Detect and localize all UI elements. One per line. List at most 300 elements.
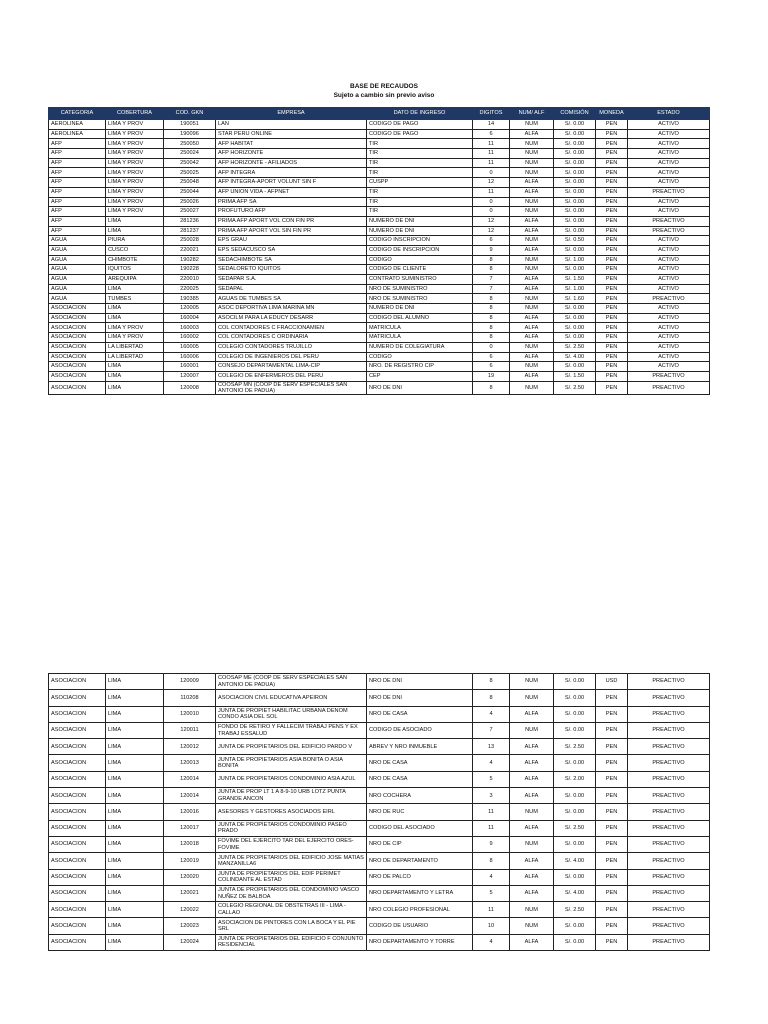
- comision-cell: S/. 0.00: [554, 333, 596, 343]
- cobertura-cell: LIMA: [106, 362, 164, 372]
- num-alf-cell: NUM: [510, 197, 554, 207]
- cod-gkn-cell: 281236: [164, 216, 216, 226]
- cobertura-cell: LIMA Y PROV: [106, 323, 164, 333]
- column-header: EMPRESA: [216, 108, 367, 120]
- cobertura-cell: LIMA: [106, 918, 164, 934]
- dato-ingreso-cell: CEP: [367, 371, 473, 381]
- categoria-cell: ASOCIACION: [49, 820, 106, 836]
- empresa-cell: JUNTA DE PROPIETARIOS CONDOMINIO PASEO PRADO: [216, 820, 367, 836]
- comision-cell: S/. 2.50: [554, 342, 596, 352]
- empresa-cell: EPS GRAU: [216, 236, 367, 246]
- digitos-cell: 9: [473, 245, 510, 255]
- column-header: ESTADO: [628, 108, 710, 120]
- empresa-cell: AFP INTEGRA: [216, 168, 367, 178]
- digitos-cell: 6: [473, 236, 510, 246]
- num-alf-cell: NUM: [510, 690, 554, 706]
- dato-ingreso-cell: NRO DE SUMINISTRO: [367, 294, 473, 304]
- comision-cell: S/. 0.00: [554, 245, 596, 255]
- cobertura-cell: PIURA: [106, 236, 164, 246]
- cobertura-cell: LIMA: [106, 788, 164, 804]
- comision-cell: S/. 0.00: [554, 934, 596, 950]
- comision-cell: S/. 0.00: [554, 216, 596, 226]
- column-header: COMISIÓN: [554, 108, 596, 120]
- column-header: DATO DE INGRESO: [367, 108, 473, 120]
- estado-cell: ACTIVO: [628, 178, 710, 188]
- comision-cell: S/. 1.60: [554, 294, 596, 304]
- categoria-cell: AFP: [49, 149, 106, 159]
- comision-cell: S/. 4.00: [554, 853, 596, 869]
- dato-ingreso-cell: CODIGO DE PAGO: [367, 120, 473, 130]
- dato-ingreso-cell: NRO DEPARTAMENTO Y TORRE: [367, 934, 473, 950]
- categoria-cell: ASOCIACION: [49, 706, 106, 722]
- num-alf-cell: NUM: [510, 902, 554, 918]
- estado-cell: ACTIVO: [628, 139, 710, 149]
- empresa-cell: AFP UNION VIDA - AFPNET: [216, 187, 367, 197]
- table-row: [49, 120, 710, 130]
- digitos-cell: 19: [473, 371, 510, 381]
- moneda-cell: PEN: [596, 216, 628, 226]
- moneda-cell: PEN: [596, 934, 628, 950]
- num-alf-cell: ALFA: [510, 371, 554, 381]
- estado-cell: PREACTIVO: [628, 371, 710, 381]
- num-alf-cell: NUM: [510, 120, 554, 130]
- estado-cell: ACTIVO: [628, 352, 710, 362]
- num-alf-cell: ALFA: [510, 820, 554, 836]
- cod-gkn-cell: 190228: [164, 265, 216, 275]
- dato-ingreso-cell: CODIGO DE PAGO: [367, 129, 473, 139]
- digitos-cell: 6: [473, 129, 510, 139]
- cod-gkn-cell: 120012: [164, 739, 216, 755]
- table-row: [49, 139, 710, 149]
- moneda-cell: PEN: [596, 158, 628, 168]
- empresa-cell: AFP HABITAT: [216, 139, 367, 149]
- cobertura-cell: TUMBES: [106, 294, 164, 304]
- cobertura-cell: LIMA: [106, 706, 164, 722]
- estado-cell: PREACTIVO: [628, 690, 710, 706]
- dato-ingreso-cell: CODIGO DE INSCRIPCION: [367, 245, 473, 255]
- comision-cell: S/. 2.50: [554, 902, 596, 918]
- dato-ingreso-cell: NUMERO DE DNI: [367, 216, 473, 226]
- dato-ingreso-cell: NUMERO DE DNI: [367, 304, 473, 314]
- empresa-cell: FONDO DE RETIRO Y FALLECIM TRABAJ PENS Y EX TRABAJ ESSALUD: [216, 722, 367, 738]
- empresa-cell: STAR PERU ONLINE: [216, 129, 367, 139]
- empresa-cell: CONSEJO DEPARTAMENTAL LIMA-CIP: [216, 362, 367, 372]
- table-row: [49, 275, 710, 285]
- cod-gkn-cell: 120021: [164, 885, 216, 901]
- digitos-cell: 4: [473, 869, 510, 885]
- digitos-cell: 4: [473, 755, 510, 771]
- cobertura-cell: LIMA Y PROV: [106, 187, 164, 197]
- dato-ingreso-cell: CUSPP: [367, 178, 473, 188]
- table-row: [49, 755, 710, 771]
- table-row: [49, 362, 710, 372]
- dato-ingreso-cell: NRO. DE REGISTRO CIP: [367, 362, 473, 372]
- cod-gkn-cell: 120019: [164, 853, 216, 869]
- moneda-cell: PEN: [596, 836, 628, 852]
- moneda-cell: PEN: [596, 690, 628, 706]
- empresa-cell: SEDALORETO IQUITOS: [216, 265, 367, 275]
- digitos-cell: 11: [473, 820, 510, 836]
- estado-cell: PREACTIVO: [628, 918, 710, 934]
- table-row: [49, 333, 710, 343]
- digitos-cell: 12: [473, 178, 510, 188]
- comision-cell: S/. 1.00: [554, 255, 596, 265]
- table-row: [49, 706, 710, 722]
- categoria-cell: ASOCIACION: [49, 869, 106, 885]
- moneda-cell: PEN: [596, 362, 628, 372]
- categoria-cell: AGUA: [49, 284, 106, 294]
- cobertura-cell: LIMA: [106, 771, 164, 787]
- cobertura-cell: LIMA: [106, 371, 164, 381]
- cod-gkn-cell: 110208: [164, 690, 216, 706]
- digitos-cell: 8: [473, 265, 510, 275]
- empresa-cell: COL CONTADORES C ORDINARIA: [216, 333, 367, 343]
- empresa-cell: AFP INTEGRA-APORT VOLUNT SIN F: [216, 178, 367, 188]
- table-row: [49, 216, 710, 226]
- categoria-cell: ASOCIACION: [49, 885, 106, 901]
- cod-gkn-cell: 190096: [164, 129, 216, 139]
- cobertura-cell: LIMA Y PROV: [106, 197, 164, 207]
- estado-cell: ACTIVO: [628, 304, 710, 314]
- dato-ingreso-cell: NRO DE CIP: [367, 836, 473, 852]
- num-alf-cell: ALFA: [510, 885, 554, 901]
- moneda-cell: PEN: [596, 129, 628, 139]
- cobertura-cell: LIMA Y PROV: [106, 178, 164, 188]
- digitos-cell: 11: [473, 902, 510, 918]
- num-alf-cell: NUM: [510, 304, 554, 314]
- num-alf-cell: ALFA: [510, 771, 554, 787]
- table-row: [49, 197, 710, 207]
- empresa-cell: COLEGIO CONTADORES TRUJILLO: [216, 342, 367, 352]
- cod-gkn-cell: 160004: [164, 313, 216, 323]
- digitos-cell: 8: [473, 313, 510, 323]
- dato-ingreso-cell: NRO DE DEPARTAMENTO: [367, 853, 473, 869]
- cobertura-cell: LIMA: [106, 304, 164, 314]
- table-row: [49, 788, 710, 804]
- moneda-cell: PEN: [596, 304, 628, 314]
- digitos-cell: 13: [473, 739, 510, 755]
- digitos-cell: 11: [473, 158, 510, 168]
- num-alf-cell: NUM: [510, 674, 554, 690]
- estado-cell: PREACTIVO: [628, 226, 710, 236]
- table-row: [49, 722, 710, 738]
- cobertura-cell: LIMA: [106, 820, 164, 836]
- estado-cell: ACTIVO: [628, 255, 710, 265]
- dato-ingreso-cell: ABREV Y NRO INMUEBLE: [367, 739, 473, 755]
- dato-ingreso-cell: NRO DE DNI: [367, 690, 473, 706]
- dato-ingreso-cell: CONTRATO SUMINISTRO: [367, 275, 473, 285]
- comision-cell: S/. 0.00: [554, 304, 596, 314]
- cobertura-cell: LIMA: [106, 690, 164, 706]
- num-alf-cell: ALFA: [510, 333, 554, 343]
- moneda-cell: PEN: [596, 788, 628, 804]
- cobertura-cell: LIMA Y PROV: [106, 120, 164, 130]
- moneda-cell: PEN: [596, 804, 628, 820]
- digitos-cell: 0: [473, 197, 510, 207]
- num-alf-cell: NUM: [510, 836, 554, 852]
- cobertura-cell: LIMA: [106, 381, 164, 395]
- comision-cell: S/. 0.00: [554, 197, 596, 207]
- cod-gkn-cell: 250026: [164, 197, 216, 207]
- moneda-cell: PEN: [596, 236, 628, 246]
- digitos-cell: 11: [473, 187, 510, 197]
- cod-gkn-cell: 160001: [164, 362, 216, 372]
- table-row: [49, 158, 710, 168]
- categoria-cell: AEROLINEA: [49, 129, 106, 139]
- digitos-cell: 14: [473, 120, 510, 130]
- estado-cell: PREACTIVO: [628, 381, 710, 395]
- num-alf-cell: ALFA: [510, 187, 554, 197]
- estado-cell: ACTIVO: [628, 207, 710, 217]
- cod-gkn-cell: 250025: [164, 168, 216, 178]
- num-alf-cell: ALFA: [510, 323, 554, 333]
- cod-gkn-cell: 120014: [164, 788, 216, 804]
- estado-cell: PREACTIVO: [628, 294, 710, 304]
- num-alf-cell: ALFA: [510, 178, 554, 188]
- empresa-cell: COLEGIO REGIONAL DE OBSTETRAS III - LIMA - CALLAO: [216, 902, 367, 918]
- dato-ingreso-cell: TIR: [367, 158, 473, 168]
- table-row: [49, 255, 710, 265]
- document-subtitle: Sujeto a cambio sin previo aviso: [333, 92, 435, 99]
- comision-cell: S/. 4.00: [554, 885, 596, 901]
- comision-cell: S/. 0.00: [554, 207, 596, 217]
- categoria-cell: AEROLINEA: [49, 120, 106, 130]
- digitos-cell: 0: [473, 168, 510, 178]
- digitos-cell: 12: [473, 216, 510, 226]
- moneda-cell: PEN: [596, 265, 628, 275]
- dato-ingreso-cell: NUMERO DE COLEGIATURA: [367, 342, 473, 352]
- cobertura-cell: LA LIBERTAD: [106, 352, 164, 362]
- column-header: MONEDA: [596, 108, 628, 120]
- estado-cell: ACTIVO: [628, 129, 710, 139]
- estado-cell: PREACTIVO: [628, 934, 710, 950]
- num-alf-cell: NUM: [510, 265, 554, 275]
- dato-ingreso-cell: CODIGO: [367, 352, 473, 362]
- recaudos-table-2: [48, 673, 710, 951]
- table-row: [49, 836, 710, 852]
- estado-cell: PREACTIVO: [628, 187, 710, 197]
- empresa-cell: PRIMA AFP APORT VOL SIN FIN PR: [216, 226, 367, 236]
- table-row: [49, 804, 710, 820]
- moneda-cell: PEN: [596, 820, 628, 836]
- moneda-cell: PEN: [596, 706, 628, 722]
- moneda-cell: PEN: [596, 885, 628, 901]
- empresa-cell: AFP HORIZONTE - AFILIADOS: [216, 158, 367, 168]
- table-row: [49, 690, 710, 706]
- estado-cell: PREACTIVO: [628, 722, 710, 738]
- estado-cell: PREACTIVO: [628, 902, 710, 918]
- table-row: [49, 187, 710, 197]
- column-header: COD. GKN: [164, 108, 216, 120]
- table-row: [49, 352, 710, 362]
- moneda-cell: PEN: [596, 139, 628, 149]
- cod-gkn-cell: 120005: [164, 304, 216, 314]
- cod-gkn-cell: 160006: [164, 352, 216, 362]
- empresa-cell: LAN: [216, 120, 367, 130]
- cod-gkn-cell: 220025: [164, 284, 216, 294]
- cobertura-cell: LIMA: [106, 755, 164, 771]
- table-row: [49, 674, 710, 690]
- table-row: [49, 178, 710, 188]
- estado-cell: ACTIVO: [628, 362, 710, 372]
- dato-ingreso-cell: TIR: [367, 139, 473, 149]
- table-row: [49, 226, 710, 236]
- dato-ingreso-cell: NRO DE PALCO: [367, 869, 473, 885]
- num-alf-cell: NUM: [510, 139, 554, 149]
- estado-cell: ACTIVO: [628, 120, 710, 130]
- estado-cell: ACTIVO: [628, 149, 710, 159]
- estado-cell: ACTIVO: [628, 342, 710, 352]
- empresa-cell: ASOC DEPORTIVA LIMA MARINA MN: [216, 304, 367, 314]
- cod-gkn-cell: 120017: [164, 820, 216, 836]
- comision-cell: S/. 1.50: [554, 371, 596, 381]
- num-alf-cell: NUM: [510, 381, 554, 395]
- moneda-cell: PEN: [596, 371, 628, 381]
- dato-ingreso-cell: NRO DE DNI: [367, 674, 473, 690]
- table-row: [49, 207, 710, 217]
- comision-cell: S/. 2.50: [554, 820, 596, 836]
- cobertura-cell: LIMA: [106, 853, 164, 869]
- cod-gkn-cell: 120024: [164, 934, 216, 950]
- dato-ingreso-cell: MATRICULA: [367, 323, 473, 333]
- cod-gkn-cell: 160003: [164, 323, 216, 333]
- comision-cell: S/. 1.50: [554, 275, 596, 285]
- column-header: NUM/ ALF: [510, 108, 554, 120]
- categoria-cell: AGUA: [49, 236, 106, 246]
- estado-cell: PREACTIVO: [628, 739, 710, 755]
- categoria-cell: ASOCIACION: [49, 804, 106, 820]
- comision-cell: S/. 0.00: [554, 129, 596, 139]
- categoria-cell: ASOCIACION: [49, 323, 106, 333]
- comision-cell: S/. 0.00: [554, 187, 596, 197]
- table-row: [49, 885, 710, 901]
- cobertura-cell: LIMA Y PROV: [106, 149, 164, 159]
- table-row: [49, 820, 710, 836]
- dato-ingreso-cell: NRO DE SUMINISTRO: [367, 284, 473, 294]
- comision-cell: S/. 0.00: [554, 706, 596, 722]
- categoria-cell: AGUA: [49, 275, 106, 285]
- cod-gkn-cell: 120010: [164, 706, 216, 722]
- estado-cell: PREACTIVO: [628, 706, 710, 722]
- categoria-cell: ASOCIACION: [49, 853, 106, 869]
- comision-cell: S/. 0.00: [554, 178, 596, 188]
- dato-ingreso-cell: MATRICULA: [367, 333, 473, 343]
- comision-cell: S/. 0.00: [554, 139, 596, 149]
- moneda-cell: PEN: [596, 722, 628, 738]
- cod-gkn-cell: 120023: [164, 918, 216, 934]
- comision-cell: S/. 0.00: [554, 323, 596, 333]
- table-body: [49, 120, 710, 395]
- num-alf-cell: NUM: [510, 168, 554, 178]
- cobertura-cell: LIMA: [106, 885, 164, 901]
- comision-cell: S/. 0.00: [554, 158, 596, 168]
- num-alf-cell: ALFA: [510, 755, 554, 771]
- moneda-cell: PEN: [596, 333, 628, 343]
- table-row: [49, 771, 710, 787]
- estado-cell: PREACTIVO: [628, 804, 710, 820]
- dato-ingreso-cell: CODIGO DEL ASOCIADO: [367, 820, 473, 836]
- digitos-cell: 11: [473, 139, 510, 149]
- cobertura-cell: LIMA Y PROV: [106, 207, 164, 217]
- cod-gkn-cell: 250024: [164, 149, 216, 159]
- num-alf-cell: NUM: [510, 207, 554, 217]
- cod-gkn-cell: 120008: [164, 381, 216, 395]
- dato-ingreso-cell: TIR: [367, 207, 473, 217]
- table-row: [49, 236, 710, 246]
- table-row: [49, 313, 710, 323]
- empresa-cell: COLEGIO DE ENFERMEROS DEL PERU: [216, 371, 367, 381]
- categoria-cell: ASOCIACION: [49, 934, 106, 950]
- categoria-cell: ASOCIACION: [49, 342, 106, 352]
- cobertura-cell: LIMA: [106, 836, 164, 852]
- cobertura-cell: AREQUIPA: [106, 275, 164, 285]
- digitos-cell: 0: [473, 342, 510, 352]
- estado-cell: ACTIVO: [628, 284, 710, 294]
- cobertura-cell: LIMA Y PROV: [106, 333, 164, 343]
- table-row: [49, 381, 710, 395]
- cod-gkn-cell: 281237: [164, 226, 216, 236]
- num-alf-cell: ALFA: [510, 245, 554, 255]
- categoria-cell: AFP: [49, 197, 106, 207]
- empresa-cell: EPS SEDACUSCO SA: [216, 245, 367, 255]
- digitos-cell: 11: [473, 149, 510, 159]
- empresa-cell: COOSAP MN (COOP DE SERV ESPECIALES SAN ANTONIO DE PADUA): [216, 381, 367, 395]
- categoria-cell: ASOCIACION: [49, 918, 106, 934]
- num-alf-cell: NUM: [510, 804, 554, 820]
- comision-cell: S/. 0.00: [554, 362, 596, 372]
- moneda-cell: PEN: [596, 294, 628, 304]
- num-alf-cell: ALFA: [510, 869, 554, 885]
- digitos-cell: 8: [473, 323, 510, 333]
- num-alf-cell: NUM: [510, 362, 554, 372]
- moneda-cell: PEN: [596, 149, 628, 159]
- empresa-cell: SEDAPAL: [216, 284, 367, 294]
- dato-ingreso-cell: CODIGO DEL ALUMNO: [367, 313, 473, 323]
- cobertura-cell: LIMA Y PROV: [106, 139, 164, 149]
- num-alf-cell: ALFA: [510, 284, 554, 294]
- moneda-cell: PEN: [596, 739, 628, 755]
- comision-cell: S/. 0.00: [554, 226, 596, 236]
- cobertura-cell: LIMA: [106, 674, 164, 690]
- digitos-cell: 3: [473, 788, 510, 804]
- cobertura-cell: LIMA: [106, 804, 164, 820]
- empresa-cell: JUNTA DE PROPIETARIOS DEL EDIFICIO JOSE MATIAS MANZANILLA6: [216, 853, 367, 869]
- empresa-cell: PRIMA AFP APORT VOL CON FIN PR: [216, 216, 367, 226]
- comision-cell: S/. 0.50: [554, 236, 596, 246]
- categoria-cell: ASOCIACION: [49, 722, 106, 738]
- comision-cell: S/. 0.00: [554, 804, 596, 820]
- num-alf-cell: ALFA: [510, 706, 554, 722]
- num-alf-cell: ALFA: [510, 853, 554, 869]
- empresa-cell: JUNTA DE PROPIETARIOS CONDOMINIO ASIA AZUL: [216, 771, 367, 787]
- digitos-cell: 5: [473, 771, 510, 787]
- empresa-cell: ASOCIACION DE PINTORES CON LA BOCA Y EL PIE SRL: [216, 918, 367, 934]
- cobertura-cell: LIMA: [106, 902, 164, 918]
- categoria-cell: ASOCIACION: [49, 836, 106, 852]
- empresa-cell: COLEGIO DE INGENIEROS DEL PERU: [216, 352, 367, 362]
- categoria-cell: ASOCIACION: [49, 902, 106, 918]
- dato-ingreso-cell: CODIGO INSCRIPCION: [367, 236, 473, 246]
- categoria-cell: AGUA: [49, 294, 106, 304]
- categoria-cell: ASOCIACION: [49, 362, 106, 372]
- digitos-cell: 8: [473, 853, 510, 869]
- document-header: [0, 82, 768, 100]
- cod-gkn-cell: 160005: [164, 342, 216, 352]
- categoria-cell: AFP: [49, 178, 106, 188]
- estado-cell: ACTIVO: [628, 245, 710, 255]
- table-row: [49, 371, 710, 381]
- categoria-cell: AFP: [49, 207, 106, 217]
